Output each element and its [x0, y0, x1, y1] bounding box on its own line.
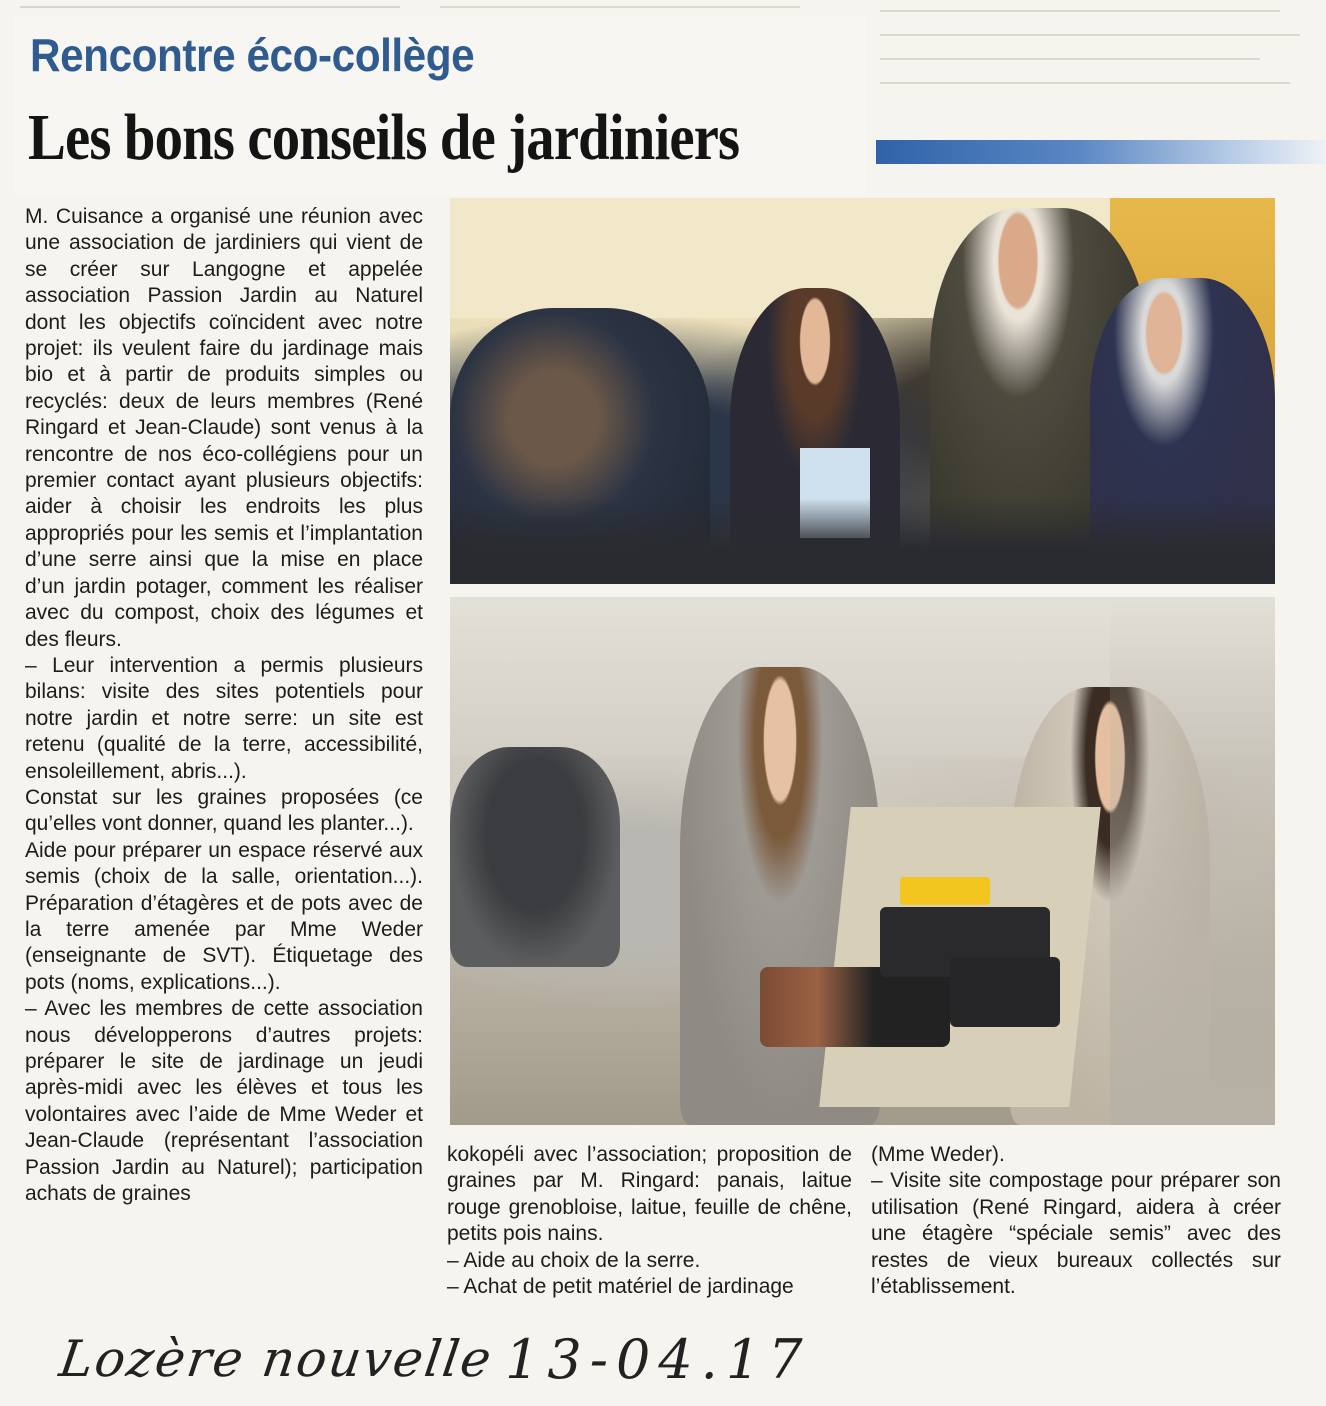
handwritten-date: 13-04.17 [505, 1328, 811, 1391]
rubric: Rencontre éco-collège [30, 29, 475, 81]
paragraph: (Mme Weder). [871, 1143, 1005, 1166]
paragraph: kokopéli avec l’association; proposition de graines par M. Ringard: panais, laitue rouge grenobloise, laitue, feuille de chêne, petits pois nains. [447, 1143, 852, 1246]
paragraph: – Achat de petit matériel de jardinage [447, 1275, 794, 1299]
section-rule [876, 140, 1326, 164]
article-column-1 [25, 204, 423, 1207]
handwritten-source: Lozère nouvelle [55, 1330, 497, 1388]
paragraph: M. Cuisance a organisé une réunion avec une association de jardiniers qui vient de se créer sur Langogne et appelée association Passion Jardin au Naturel dont les objectifs coïncident avec notre projet: ils veulent faire du jardinage mais bio et à partir de produits simples ou recyclés: deux de leurs membres (René Ringard et Jean-Claude) sont venus à la rencontre de nos éco-collégiens pour un premier contact ayant plusieurs objectifs: aider à choisir les endroits les plus appropriés pour les semis et l’implantation d’une serre ainsi que la mise en place d’un jardin potager, comment les réaliser avec du compost, choix des légumes et des fleurs. [25, 205, 423, 651]
photo-pots [450, 597, 1275, 1125]
paragraph: – Leur intervention a permis plusieurs bilans: visite des sites potentiels pour notre jardin et notre serre: un site est retenu (qualité de la terre, accessibilité, ensoleillement, abris...). [25, 653, 423, 783]
paragraph: – Visite site compostage pour préparer son utilisation (René Ringard, aidera à créer une étagère “spéciale semis” avec des restes de vieux bureaux collectés sur l’établissement. [871, 1169, 1281, 1299]
article-column-3 [871, 1142, 1281, 1300]
article-column-2 [447, 1142, 852, 1300]
bleed-through-text-upper-right [880, 0, 1326, 140]
paragraph: – Aide au choix de la serre. [447, 1248, 701, 1272]
paragraph: Constat sur les graines proposées (ce qu’elles vont donner, quand les planter...). [25, 785, 423, 836]
paragraph: – Avec les membres de cette association nous développerons d’autres projets: préparer le site de jardinage un jeudi après-midi avec les élèves et tous les volontaires avec l’aide de Mme Weder et Jean-Claude (représentant l’association Passion Jardin au Naturel); participation achats de graines [25, 997, 423, 1206]
headline: Les bons conseils de jardiniers [28, 101, 740, 174]
photo-meeting [450, 198, 1275, 584]
paragraph: Aide pour préparer un espace réservé aux semis (choix de la salle, orientation...). Préparation d’étagères et de pots avec de la terre amenée par Mme Weder (enseignante de SVT). Étiquetage des pots (noms, explications...). [25, 838, 423, 994]
